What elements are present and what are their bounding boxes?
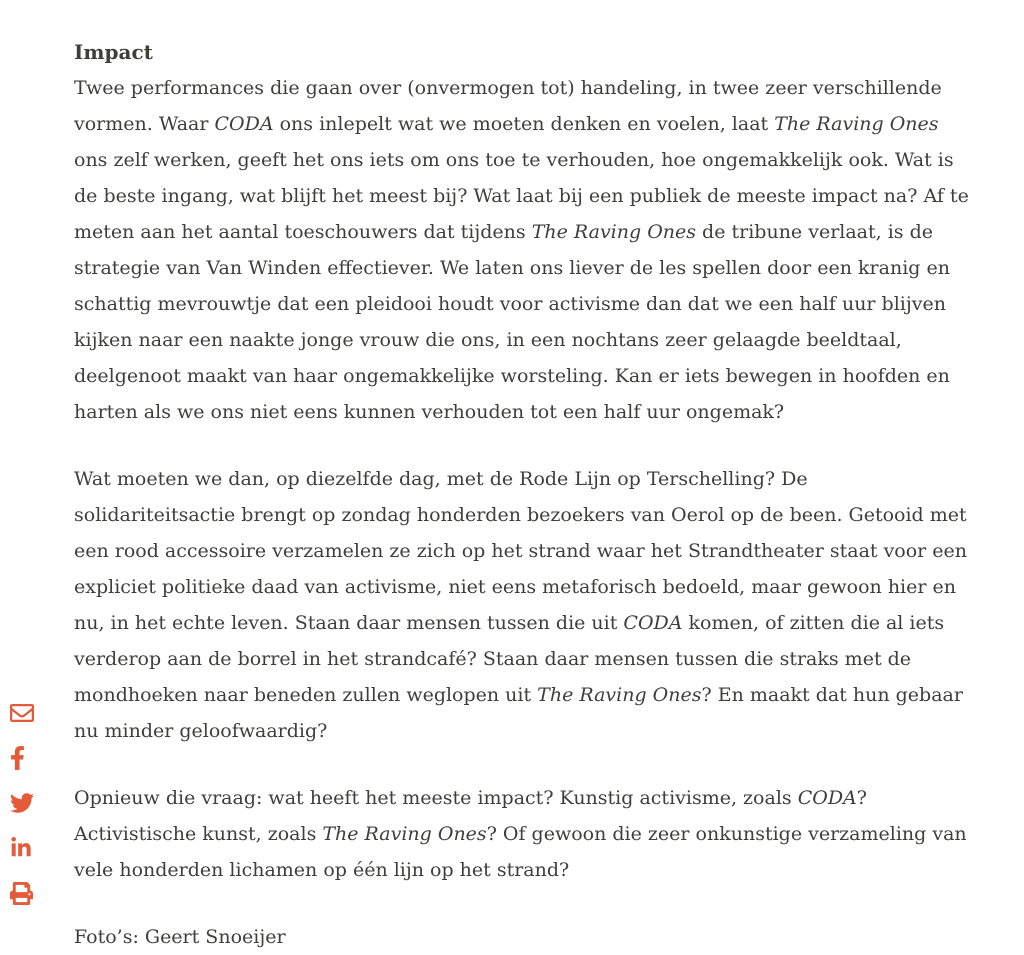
text-run: ? En maakt dat hun gebaar nu minder geloofwaardig? [74, 684, 963, 742]
italic-text-run: CODA [797, 787, 857, 809]
text-run: Opnieuw die vraag: wat heeft het meeste impact? Kunstig activisme, zoals [74, 787, 798, 809]
text-run: Twee performances die gaan over (onvermogen tot) handeling, in twee zeer verschillende vormen. Waar [74, 77, 942, 135]
paragraph [74, 70, 972, 430]
facebook-icon [10, 746, 25, 770]
email-icon [10, 701, 34, 725]
article-content [74, 34, 972, 955]
italic-text-run: The Raving Ones [537, 684, 702, 706]
text-run: de tribune verlaat, is de strategie van Van Winden effectiever. We laten ons liever de les spellen door een kranig en schattig mevrouwtje dat een pleidooi houdt voor activisme dan dat we een half uur blijven kijken naar een naakte jonge vrouw die ons, in een nochtans zeer gelaagde beeldtaal, deelgenoot maakt van haar ongemakkelijke worsteling. Kan er iets bewegen in hoofden en harten als we ons niet eens kunnen verhouden tot een half uur ongemak? [74, 221, 950, 423]
print-share-button[interactable] [10, 881, 35, 905]
text-run: komen, of zitten die al iets verderop aan de borrel in het strandcafé? Staan daar mensen tussen die straks met de mondhoeken naar beneden zullen weglopen uit [74, 612, 945, 706]
text-run: ? Of gewoon die zeer onkunstige verzameling van vele honderden lichamen op één lijn op het strand? [74, 823, 967, 881]
italic-text-run: CODA [623, 612, 683, 634]
facebook-share-button[interactable] [10, 746, 35, 770]
share-rail [10, 701, 36, 905]
italic-text-run: The Raving Ones [774, 113, 939, 135]
italic-text-run: The Raving Ones [531, 221, 697, 243]
paragraph [74, 461, 972, 749]
email-share-button[interactable] [10, 701, 35, 725]
paragraph [74, 919, 972, 955]
text-run: Wat moeten we dan, op diezelfde dag, met de Rode Lijn op Terschelling? De solidariteitsactie brengt op zondag honderden bezoekers van Oerol op de been. Getooid met een rood accessoire verzamelen ze zich op het strand waar het Strandtheater staat voor een expliciet politieke daad van activisme, niet eens metaforisch bedoeld, maar gewoon hier en nu, in het echte leven. Staan daar mensen tussen die uit [74, 468, 968, 634]
text-run: ons zelf werken, geeft het ons iets om ons toe te verhouden, hoe ongemakkelijk ook. Wat is de beste ingang, wat blijft het meest bij? Wat laat bij een publiek de meeste impact na? Af te meten aan het aantal toeschouwers dat tijdens [74, 149, 969, 243]
text-run: Foto’s: Geert Snoeijer [74, 926, 286, 948]
twitter-share-button[interactable] [10, 791, 35, 815]
text-run: ? Activistische kunst, zoals [74, 787, 867, 845]
section-heading: Impact [74, 40, 153, 64]
linkedin-icon [10, 837, 32, 859]
italic-text-run: CODA [214, 113, 274, 135]
twitter-icon [10, 791, 34, 815]
print-icon [10, 882, 33, 905]
paragraph [74, 780, 972, 888]
italic-text-run: The Raving Ones [322, 823, 487, 845]
text-run: ons inlepelt wat we moeten denken en voelen, laat [273, 113, 775, 135]
paragraphs [74, 70, 972, 955]
linkedin-share-button[interactable] [10, 836, 35, 860]
